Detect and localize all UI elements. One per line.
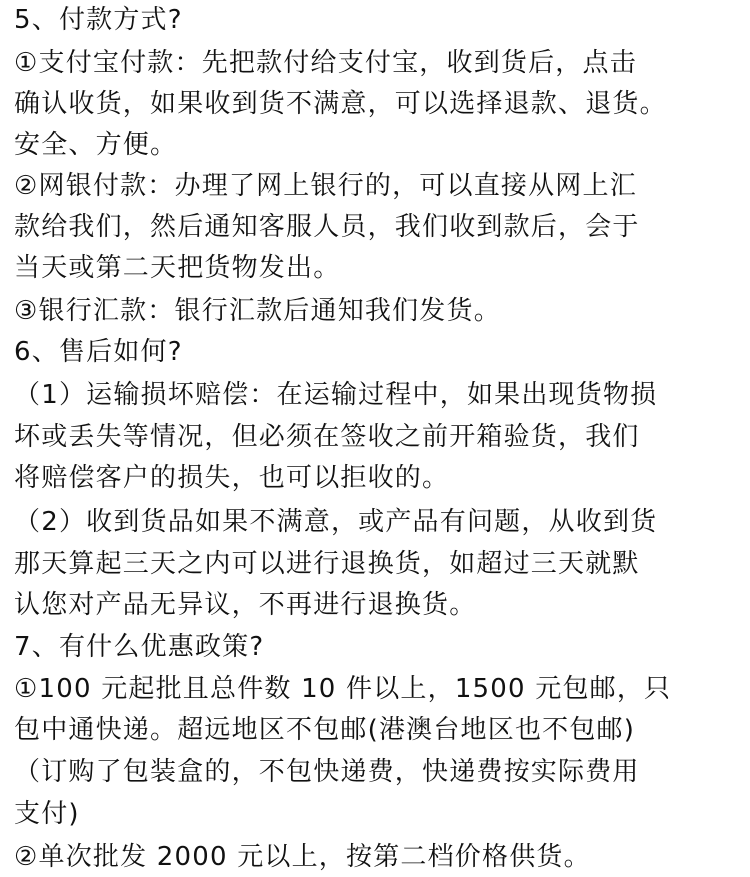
paragraph-line: ①100 元起批且总件数 10 件以上，1500 元包邮，只: [14, 674, 672, 704]
paragraph-line: 包中通快递。超远地区不包邮(港澳台地区也不包邮): [14, 715, 636, 745]
heading-after-sales: 6、售后如何?: [14, 337, 183, 367]
paragraph-line: 款给我们，然后通知客服人员，我们收到款后，会于: [14, 212, 640, 242]
paragraph-line: （2）收到货品如果不满意，或产品有问题，从收到货: [14, 507, 658, 537]
paragraph-line: 将赔偿客户的损失，也可以拒收的。: [14, 463, 450, 493]
paragraph-line: ③银行汇款：银行汇款后通知我们发货。: [14, 296, 501, 326]
paragraph-line: 那天算起三天之内可以进行退换货，如超过三天就默: [14, 549, 640, 579]
paragraph-line: 当天或第二天把货物发出。: [14, 253, 341, 283]
paragraph-line: 认您对产品无异议，不再进行退换货。: [14, 590, 477, 620]
heading-payment-methods: 5、付款方式?: [14, 5, 183, 35]
paragraph-line: 确认收货，如果收到货不满意，可以选择退款、退货。: [14, 89, 667, 119]
heading-discount-policy: 7、有什么优惠政策?: [14, 632, 265, 662]
paragraph-line: 支付): [14, 799, 80, 829]
paragraph-line: ②网银付款：办理了网上银行的，可以直接从网上汇: [14, 171, 637, 201]
paragraph-line: ②单次批发 2000 元以上，按第二档价格供货。: [14, 842, 591, 872]
paragraph-line: （订购了包装盒的，不包快递费，快递费按实际费用: [14, 757, 640, 787]
paragraph-line: 坏或丢失等情况，但必须在签收之前开箱验货，我们: [14, 422, 640, 452]
paragraph-line: （1）运输损坏赔偿：在运输过程中，如果出现货物损: [14, 380, 658, 410]
paragraph-line: ①支付宝付款：先把款付给支付宝，收到货后，点击: [14, 48, 637, 78]
paragraph-line: 安全、方便。: [14, 130, 178, 160]
